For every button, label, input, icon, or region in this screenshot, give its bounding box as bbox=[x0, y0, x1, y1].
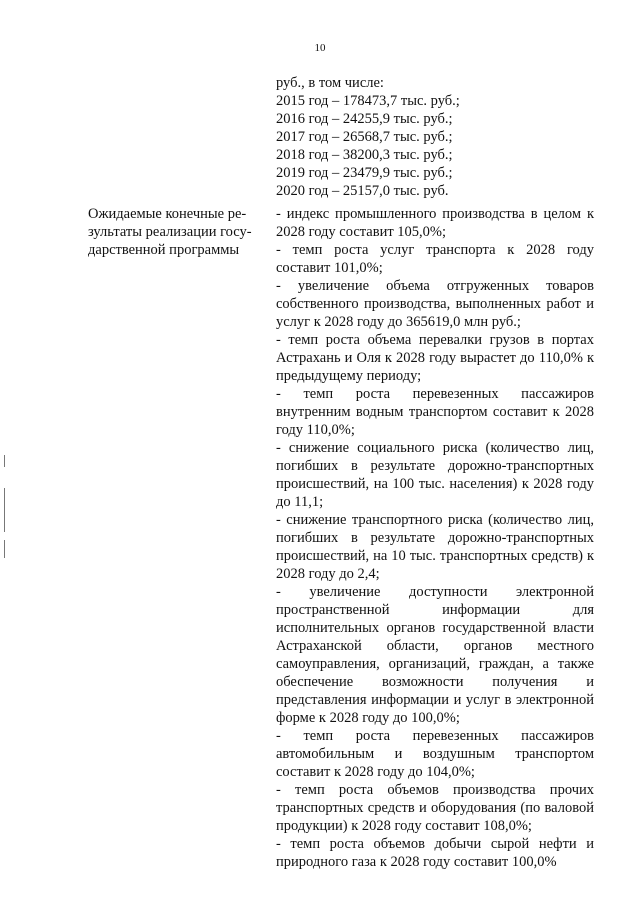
funding-year-2017: 2017 год – 26568,7 тыс. руб.; bbox=[276, 129, 453, 145]
result-transport-risk: - снижение транспортного риска (количество лиц, погибших в результате дорожно-транспортных происшествий, на 10 тыс. транспортных средств) к 2028 году до 2,4; bbox=[276, 512, 594, 582]
funding-year-2020: 2020 год – 25157,0 тыс. руб. bbox=[276, 183, 449, 199]
result-road-air-passengers: - темп роста перевезенных пассажиров автомобильным и воздушным транспортом составит к 2028 году до 104,0%; bbox=[276, 728, 594, 780]
row-label-line: зультаты реализации госу- bbox=[88, 224, 252, 240]
result-transport-services-growth: - темп роста услуг транспорта к 2028 году составит 101,0%; bbox=[276, 242, 594, 276]
page-number: 10 bbox=[314, 42, 326, 54]
expected-results-list bbox=[276, 205, 594, 871]
funding-year-2018: 2018 год – 38200,3 тыс. руб.; bbox=[276, 147, 453, 163]
result-port-cargo-transshipment: - темп роста объема перевалки грузов в портах Астрахань и Оля к 2028 году вырастет до 110,0% к предыдущему периоду; bbox=[276, 332, 594, 384]
result-spatial-information-access: - увеличение доступности электронной пространственной информации для исполнительных органов государственной власти Астраханской области, органов местного самоуправления, организаций, граждан, а также обеспечение возможности получения и представления информации и услуг в электронной форме к 2028 году до 100,0%; bbox=[276, 584, 594, 726]
result-inland-water-passengers: - темп роста перевезенных пассажиров внутренним водным транспортом составит к 2028 году 110,0%; bbox=[276, 386, 594, 438]
result-shipped-goods-volume: - увеличение объема отгруженных товаров собственного производства, выполненных работ и услуг к 2028 году до 365619,0 млн руб.; bbox=[276, 278, 594, 330]
funding-year-2015: 2015 год – 178473,7 тыс. руб.; bbox=[276, 93, 460, 109]
result-transport-equipment-production: - темп роста объемов производства прочих транспортных средств и оборудования (по валовой продукции) к 2028 году составит 108,0%; bbox=[276, 782, 594, 834]
funding-year-2016: 2016 год – 24255,9 тыс. руб.; bbox=[276, 111, 453, 127]
scan-artifact bbox=[4, 540, 5, 558]
result-industrial-production-index: - индекс промышленного производства в целом к 2028 году составит 105,0%; bbox=[276, 206, 594, 240]
row-label-expected-results bbox=[88, 205, 263, 259]
scan-artifact bbox=[4, 488, 5, 532]
row-label-line: дарственной программы bbox=[88, 242, 240, 258]
funding-breakdown bbox=[276, 74, 606, 200]
funding-year-2019: 2019 год – 23479,9 тыс. руб.; bbox=[276, 165, 453, 181]
result-oil-gas-extraction: - темп роста объемов добычи сырой нефти и природного газа к 2028 году составит 100,0% bbox=[276, 836, 594, 870]
row-label-line: Ожидаемые конечные ре- bbox=[88, 206, 247, 222]
funding-intro: руб., в том числе: bbox=[276, 75, 384, 91]
result-social-risk: - снижение социального риска (количество лиц, погибших в результате дорожно-транспортных происшествий, на 100 тыс. населения) к 2028 году до 11,1; bbox=[276, 440, 594, 510]
scan-artifact bbox=[4, 455, 5, 467]
